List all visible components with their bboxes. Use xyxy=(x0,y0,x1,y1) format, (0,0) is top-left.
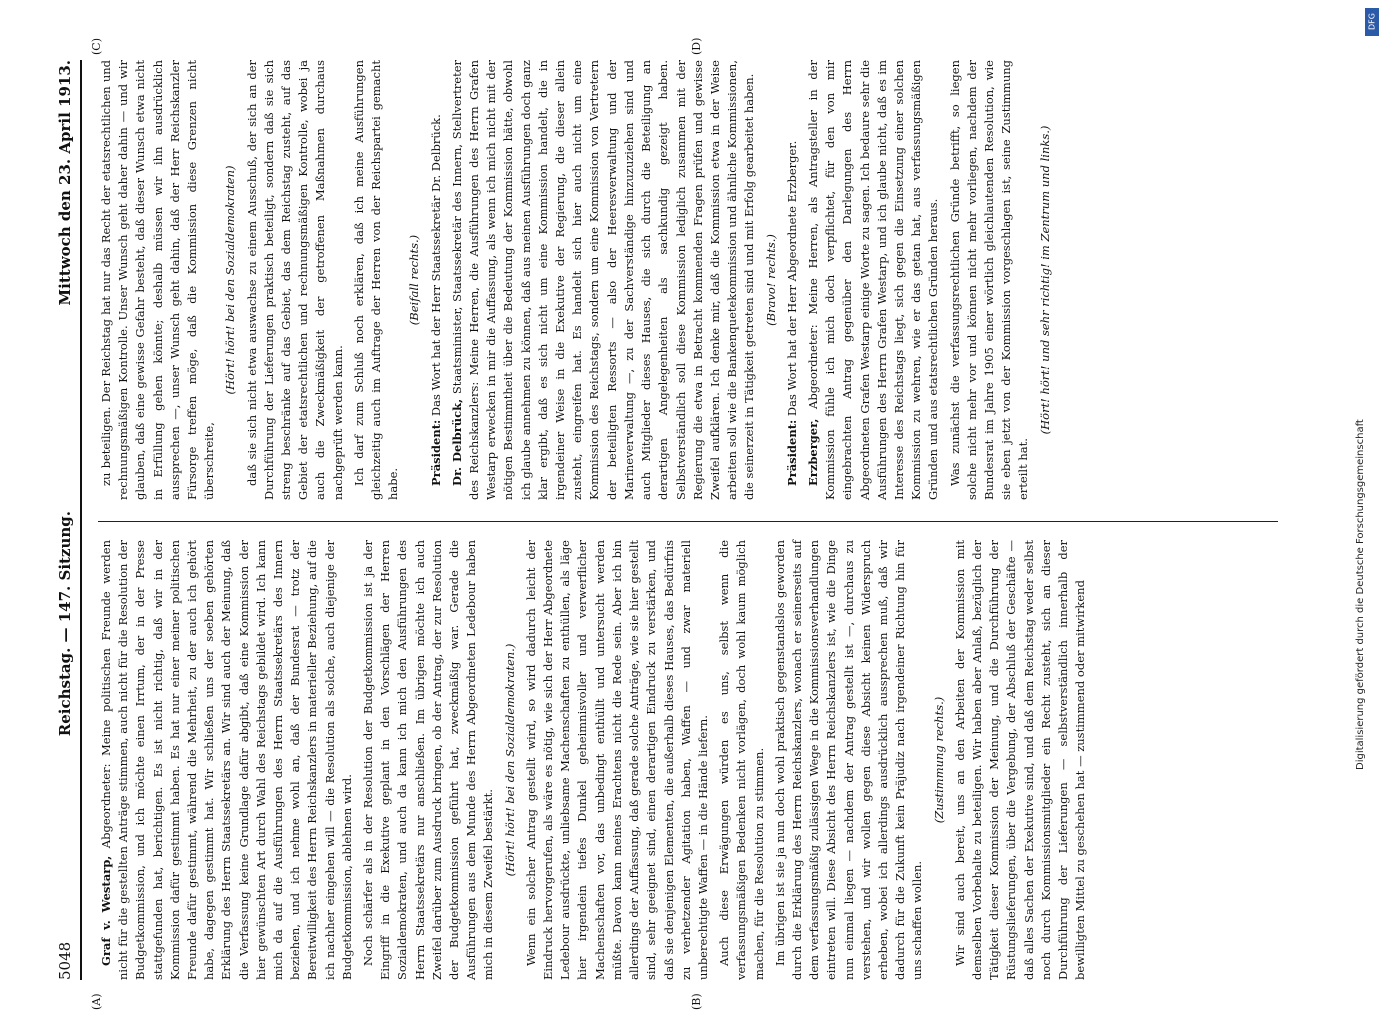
margin-letter-d: (D) xyxy=(690,37,703,55)
margin-letter-b: (B) xyxy=(690,993,703,1010)
paragraph-text: Wir sind auch bereit, uns an den Arbeiten der Kommission mit demselben Vorbehalte zu beteiligen. Wir haben aber Anlaß, bezüglich der Tätigkeit dieser Kommission der Meinung, und die Durchführung der Rüstungslieferungen, über die Vergebung, der Abschluß der Geschäfte — daß alles Sachen der Exekutive sind, und daß dem Reichstag weder selbst noch durch Kommissionsmitglieder ein Recht zusteht, sich an dieser Durchführung der Lieferungen — selbstverständlich innerhalb der bewilligten Mittel zu geschehen hat — zustimmend oder mitwirkend xyxy=(952,540,1088,980)
interjection: (Hört! hört! und sehr richtig! im Zentrum und links.) xyxy=(1037,125,1052,435)
paragraph xyxy=(98,60,218,500)
paragraph-text: Das Wort hat der Herr Staatssekretär Dr. Delbrück. xyxy=(428,114,443,417)
paragraph-text: Noch schärfer als in der Resolution der Budgetkommission ist ja der Eingriff in die Exekutive geplant in den Vorschlägen der Herren Sozialdemokraten, und auch da kann ich mich den Ausführungen des Herrn Staatssekretärs nur anschließen. Im übrigen möchte ich auch Zweifel darüber zum Ausdruck bringen, ob der Antrag, der zur Resolution der Budgetkommission geführt hat, zweckmäßig war. Gerade die Ausführungen aus dem Munde des Herrn Abgeordneten Ledebour haben mich in diesem Zweifel bestärkt. xyxy=(361,540,496,980)
paragraph-text: Auch diese Erwägungen würden es uns, selbst wenn die verfassungsmäßigen Bedenken nicht vorlägen, doch wohl kaum möglich machen, für die Resolution zu stimmen. xyxy=(717,540,766,980)
paragraph-text: Wenn ein solcher Antrag gestellt wird, so wird dadurch leicht der Eindruck hervorgerufen, als wäre es nötig, wie sich der Herr Abgeordnete Ledebour ausdrückte, unliebsame Machenschaften zu enthüllen, als läge hier irgendein tiefes Dunkel geheimnisvoller und verwerflicher Machenschaften vor, das unbedingt enthüllt und untersucht werden müßte. Davon kann meines Erachtens nicht die Rede sein. Aber ich bin allerdings der Auffassung, daß gerade solche Anträge, wie sie hier gestellt sind, sehr geeignet sind, einen derartigen Eindruck zu verstärken, und daß sie denjenigen Elementen, die außerhalb dieses Hauses, das Bedürfnis zu verhetzender Agitation haben, Waffen — und zwar materiell unberechtigte Waffen — in die Hände liefern. xyxy=(523,540,710,980)
paragraph xyxy=(772,540,927,980)
paragraph xyxy=(947,60,1033,500)
paragraph xyxy=(523,540,712,980)
digitization-note: Digitalisierung gefördert durch die Deutsche Forschungsgemeinschaft xyxy=(1355,419,1366,770)
session-date: Mittwoch den 23. April 1913. xyxy=(56,60,74,306)
paragraph xyxy=(449,60,759,500)
page-header xyxy=(50,60,82,980)
left-column xyxy=(98,540,1093,980)
speaker-name: Erzberger, xyxy=(805,418,820,486)
paragraph xyxy=(784,60,801,500)
margin-letter-a: (A) xyxy=(90,993,103,1010)
paragraph xyxy=(244,60,347,500)
speaker-name: Präsident: xyxy=(784,419,799,486)
paragraph xyxy=(360,540,498,980)
page-number: 5048 xyxy=(56,941,74,980)
dfg-logo: DFG xyxy=(1365,8,1379,36)
paragraph xyxy=(351,60,403,500)
column-divider xyxy=(98,521,1278,522)
paragraph xyxy=(716,540,768,980)
paragraph-text: Das Wort hat der Herr Abgeordnete Erzberger. xyxy=(784,140,799,417)
margin-letter-c: (C) xyxy=(90,38,103,55)
paragraph xyxy=(428,60,445,500)
interjection: (Beifall rechts.) xyxy=(407,234,422,326)
paragraph-text: zu beteiligen. Der Reichstag hat nur das Recht der etatsrechtlichen und rechnungsmäßigen Kontrolle. Unser Wunsch geht daher dahin — und wir glauben, daß eine gewisse Gefahr besteht, daß dieser Wunsch etwa nicht in Erfüllung gehen könnte; deshalb müssen wir ihn ausdrücklich aussprechen —, unser Wunsch geht dahin, daß der Herr Reichskanzler Fürsorge treffen möge, daß die Kommission diese Grenzen nicht überschreite, xyxy=(99,60,217,500)
interjection: (Bravo! rechts.) xyxy=(763,234,778,326)
session-title: Reichstag. — 147. Sitzung. xyxy=(56,511,74,737)
interjection: (Hört! hört! bei den Sozialdemokraten.) xyxy=(502,643,517,877)
paragraph-text: daß sie sich nicht etwa auswachse zu einem Ausschuß, der sich an der Durchführung der Lieferungen praktisch beteiligt, sondern daß sie sich streng beschränke auf das Gebiet, das dem Reichstag zusteht, auf das Gebiet der etatsrechtlichen und rechnungsmäßigen Kontrolle, wobei ja auch die Zweckmäßigkeit der getroffenen Maßnahmen durchaus nachgeprüft werden kann. xyxy=(244,60,345,500)
paragraph-text: Staatsminister, Staatssekretär des Innern, Stellvertreter des Reichskanzlers: Meine Herren, die Ausführungen des Herrn Grafen Westarp erwecken in mir die Auffassung, als wenn ich mich nicht mit der nötigen Bestimmtheit über die Bedeutung der Kommission hätte, obwohl ich glaube annehmen zu können, daß aus meinen Ausführungen doch ganz klar ergibt, daß es sich nicht um eine Kommission handelt, die in irgendeiner Weise in die Exekutive der Regierung, die dieser allein zusteht, eingreifen hat. Es handelt sich hier auch nicht um eine Kommission des Reichstags, sondern um eine Kommission von Vertretern der beteiligten Ressorts — also der Heeresverwaltung und der Marineverwaltung —, zu der Sachverständige hinzuzuziehen sind und auch Mitglieder dieses Hauses, die sich durch die Beteiligung an derartigen Angelegenheiten als sachkundig gezeigt haben. Selbstverständlich soll diese Kommission lediglich zusammen mit der Regierung die etwa in Betracht kommenden Fragen prüfen und gewisse Zweifel aufklären. Ich denke mir, daß die Kommission etwa in der Weise arbeiten soll wie die Bankenquetekommission und ähnliche Kommissionen, die seinerzeit in Tätigkeit getreten sind und mit Erfolg gearbeitet haben. xyxy=(449,59,757,500)
paragraph-text: Ich darf zum Schluß noch erklären, daß ich meine Ausführungen gleichzeitig auch im Auftrage der Herren von der Reichspartei gemacht habe. xyxy=(351,60,401,500)
paragraph xyxy=(98,540,356,980)
speaker-name: Graf v. Westarp, xyxy=(99,855,113,966)
paragraph-text: Abgeordneter: Meine politischen Freunde werden nicht für die gestellten Anträge stimmen, auch nicht für die Resolution der Budgetkommission, und ich möchte einen Irrtum, der in der Presse stattgefunden hat, berichtigen. Es ist nicht richtig, daß wir in der Kommission dafür gestimmt haben. Es hat nur einer meiner politischen Freunde dafür gestimmt, während die Mehrheit, zu der auch ich gehört habe, dagegen gestimmt hat. Wir schließen uns der soeben gehörten Erklärung des Herrn Staatssekretärs an. Wir sind auch der Meinung, daß die Verfassung keine Grundlage dafür abgibt, daß eine Kommission der hier gewünschten Art durch Wahl des Reichstags gebildet wird. Ich kann mich da auf die Ausführungen des Herrn Staatssekretärs des Innern beziehen, und ich nehme wohl an, daß der Bundesrat — trotz der Bereitwilligkeit des Herrn Reichskanzlers in materieller Beziehung, auf die ich nachher eingehen will — die Resolution als solche, auch diejenige der Budgetkommission, ablehnen wird. xyxy=(99,539,354,980)
paragraph-text: Abgeordneter: Meine Herren, als Antragsteller in der Kommission fühle ich mich doch verpflichtet, für den von mir eingebrachten Antrag gegenüber den Darlegungen des Herrn Abgeordneten Grafen Westarp einige Worte zu sagen. Ich bedaure sehr die Ausführungen des Herrn Grafen Westarp, und ich glaube nicht, daß es im Interesse des Reichstags liegt, sich gegen die Einsetzung einer solchen Kommission zu wehren, wie er das getan hat, aus verfassungsmäßigen Gründen und aus etatsrechtlichen Gründen heraus. xyxy=(805,59,941,500)
rotated-page xyxy=(50,37,1300,1010)
speaker-name: Präsident: xyxy=(428,419,443,486)
paragraph-text: Was zunächst die verfassungsrechtlichen Gründe betrifft, so liegen solche nicht mehr vor und können nicht mehr vorliegen, nachdem der Bundesrat im Jahre 1905 einer wörtlich gleichlautenden Resolution, wie sie eben jetzt von der Kommission vorgeschlagen ist, seine Zustimmung erteilt hat. xyxy=(947,60,1031,500)
interjection: (Hört! hört! bei den Sozialdemokraten) xyxy=(223,165,238,395)
paragraph-text: Im übrigen ist sie ja nun doch wohl praktisch gegenstandslos geworden durch die Erklärung des Herrn Reichskanzlers, wonach er seinerseits auf dem verfassungsmäßig zulässigen Wege in die Kommissionsverhandlungen eintreten will. Diese Absicht des Herrn Reichskanzlers ist, wie die Dinge nun einmal liegen — nachdem der Antrag gestellt ist —, durchaus zu verstehen, und wir wollen gegen diese Absicht keinen Widerspruch erheben, wobei ich allerdings ausdrücklich aussprechen muß, daß wir dadurch für die Zukunft kein Präjudiz nach irgendeiner Richtung hin für uns schaffen wollen. xyxy=(772,540,925,980)
paragraph xyxy=(952,540,1090,980)
speaker-name: Dr. Delbrück, xyxy=(449,398,464,486)
paragraph xyxy=(805,60,943,500)
right-column xyxy=(98,60,1058,500)
interjection: (Zustimmung rechts.) xyxy=(931,696,946,824)
